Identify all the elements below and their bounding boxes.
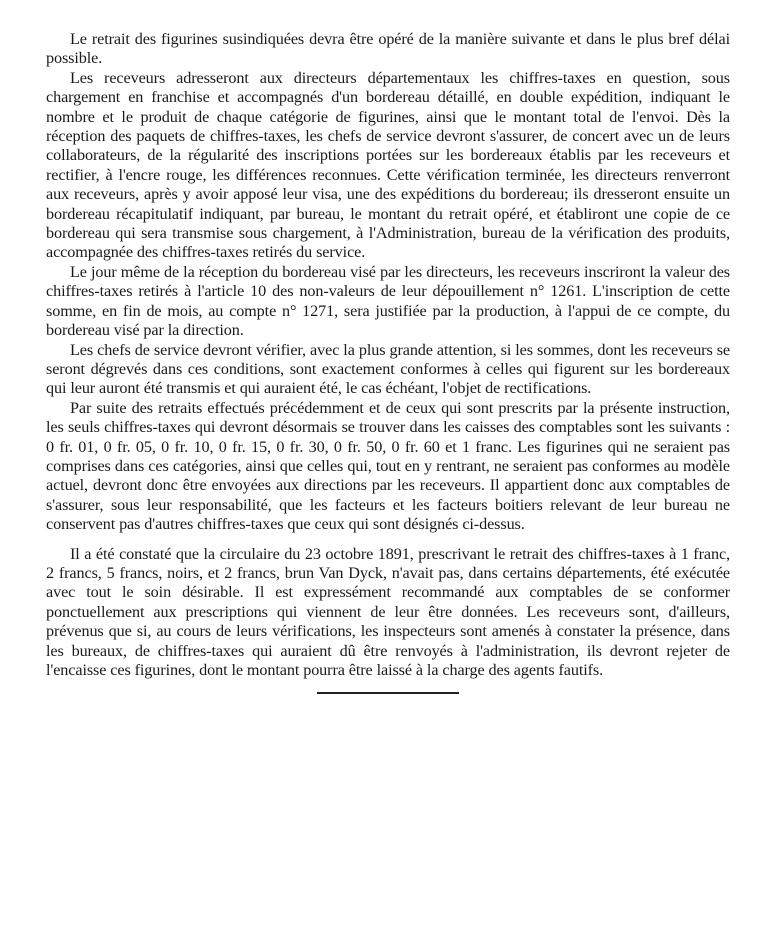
paragraph-verification-sommes: Les chefs de service devront vérifier, avec la plus grande attention, si les sommes, dont les receveurs se seront dégrevés dans ces conditions, sont exactement conformes à celles qui figurent sur les bordereaux qui leur auront été transmis et qui auraient été, le cas échéant, l'objet de rectifications. [46,340,730,398]
paragraph-circulaire-1891: Il a été constaté que la circulaire du 23 octobre 1891, prescrivant le retrait des chiffres-taxes à 1 franc, 2 francs, 5 francs, noirs, et 2 francs, brun Van Dyck, n'avait pas, dans certains départements, été exécutée avec tout le soin désirable. Il est expressément recommandé aux comptables de se conformer ponctuellement aux prescriptions qui viennent de leur être données. Les receveurs sont, d'ailleurs, prévenus que si, au cours de leurs vérifications, les inspecteurs sont amenés à constater la présence, dans les bureaux, de chiffres-taxes qui auraient dû être renvoyés à l'administration, ils devront rejeter de l'encaisse ces figurines, dont le montant pourra être laissé à la charge des agents fautifs. [46,544,730,679]
paragraph-receveurs-bordereau: Les receveurs adresseront aux directeurs départementaux les chiffres-taxes en question, sous chargement en franchise et accompagnés d'un bordereau détaillé, en double expédition, indiquant le nombre et le produit de chaque catégorie de figurines, ainsi que le montant total de l'envoi. Dès la réception des paquets de chiffres-taxes, les chefs de service devront s'assurer, de concert avec un de leurs collaborateurs, de la régularité des inscriptions portées sur les bordereaux établis par les receveurs et rectifier, à l'encre rouge, les différences reconnues. Cette vérification terminée, les directeurs renverront aux receveurs, après y avoir apposé leur visa, une des expéditions du bordereau; ils dresseront ensuite un bordereau récapitulatif indiquant, par bureau, le montant du retrait opéré, et établiront une copie de ce bordereau qui sera transmise sous chargement, à l'Administration, bureau de la vérification des produits, accompagnée des chiffres-taxes retirés du service. [46,68,730,262]
paragraph-retrait-intro: Le retrait des figurines susindiquées devra être opéré de la manière suivante et dans le plus bref délai possible. [46,30,730,68]
document-page [46,30,730,694]
closing-rule-divider [317,692,459,694]
paragraph-chiffres-taxes-autorises: Par suite des retraits effectués précédemment et de ceux qui sont prescrits par la présente instruction, les seuls chiffres-taxes qui devront désormais se trouver dans les caisses des comptables sont les suivants : 0 fr. 01, 0 fr. 05, 0 fr. 10, 0 fr. 15, 0 fr. 30, 0 fr. 50, 0 fr. 60 et 1 franc. Les figurines qui ne seraient pas comprises dans ces catégories, ainsi que celles qui, tout en y rentrant, ne seraient pas conformes au modèle actuel, devront donc être envoyées aux directions par les receveurs. Il appartient donc aux comptables de s'assurer, sous leur responsabilité, que les facteurs et les facteurs boitiers relevant de leur bureau ne conservent pas d'autres chiffres-taxes que ceux qui sont désignés ci-dessus. [46,398,730,534]
paragraph-inscription-non-valeurs: Le jour même de la réception du bordereau visé par les directeurs, les receveurs inscriront la valeur des chiffres-taxes retirés à l'article 10 des non-valeurs de leur dépouillement n° 1261. L'inscription de cette somme, en fin de mois, au compte n° 1271, sera justifiée par la production, à l'appui de ce compte, du bordereau visé par la direction. [46,262,730,340]
